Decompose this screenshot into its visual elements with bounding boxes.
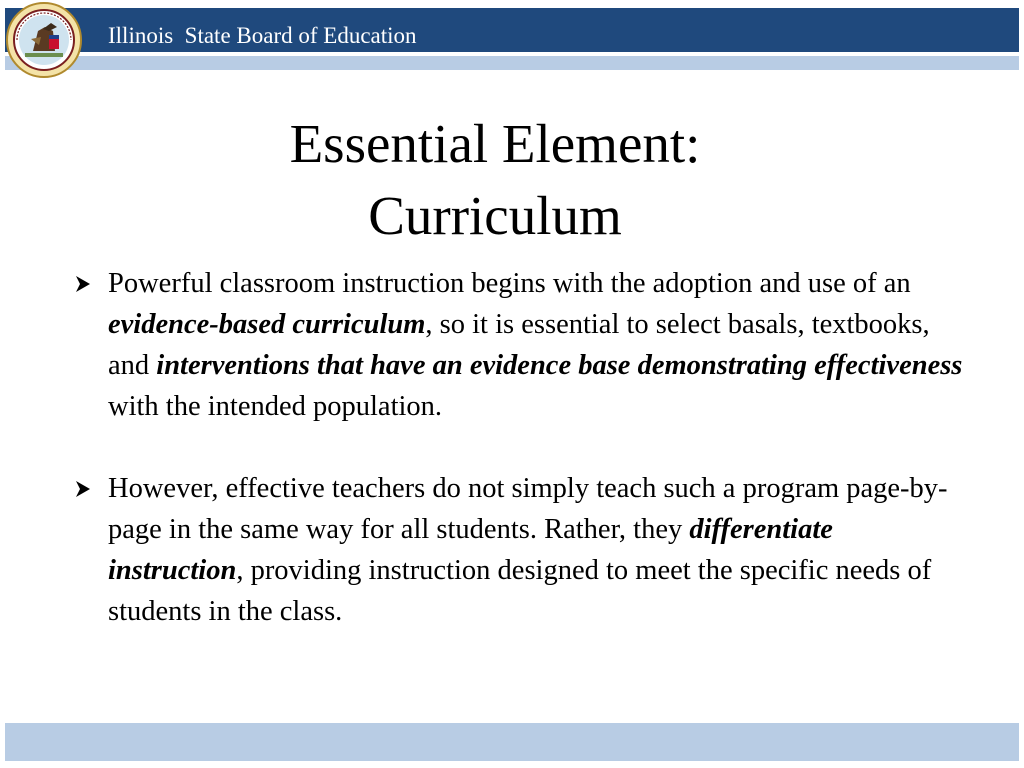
header-bar — [5, 8, 1019, 52]
state-seal-logo — [5, 1, 83, 79]
slide-title — [0, 108, 990, 252]
bullet-2-emphasis-a: differentiate instruction — [108, 514, 833, 586]
arrow-bullet-icon — [70, 263, 96, 304]
arrow-bullet-icon — [70, 468, 96, 509]
bullet-2-text-a: However, effective teachers do not simply teach such a program page-by-page in the same way for all students. Rather, they — [108, 473, 948, 545]
slide-title-line-2: Curriculum — [368, 185, 622, 246]
footer-bar — [5, 723, 1019, 761]
bullet-1-emphasis-a: evidence-based curriculum — [108, 309, 426, 340]
bullet-list — [70, 263, 970, 673]
bullet-item-2 — [70, 468, 970, 632]
bullet-1-emphasis-b: interventions that have an evidence base demonstrating effectiveness — [156, 350, 963, 381]
header-title: Illinois State Board of Education — [108, 23, 417, 48]
bullet-1-text-a: Powerful classroom instruction begins with the adoption and use of an — [108, 268, 911, 299]
slide-title-line-1: Essential Element: — [289, 113, 701, 174]
bullet-1-text-c: with the intended population. — [108, 391, 443, 422]
bullet-item-1 — [70, 263, 970, 427]
bullet-1-text-b: , so it is essential to select basals, textbooks, and — [108, 309, 930, 381]
header-stripe — [5, 56, 1019, 70]
bullet-2-text-b: , providing instruction designed to meet the specific needs of students in the class. — [108, 555, 932, 627]
